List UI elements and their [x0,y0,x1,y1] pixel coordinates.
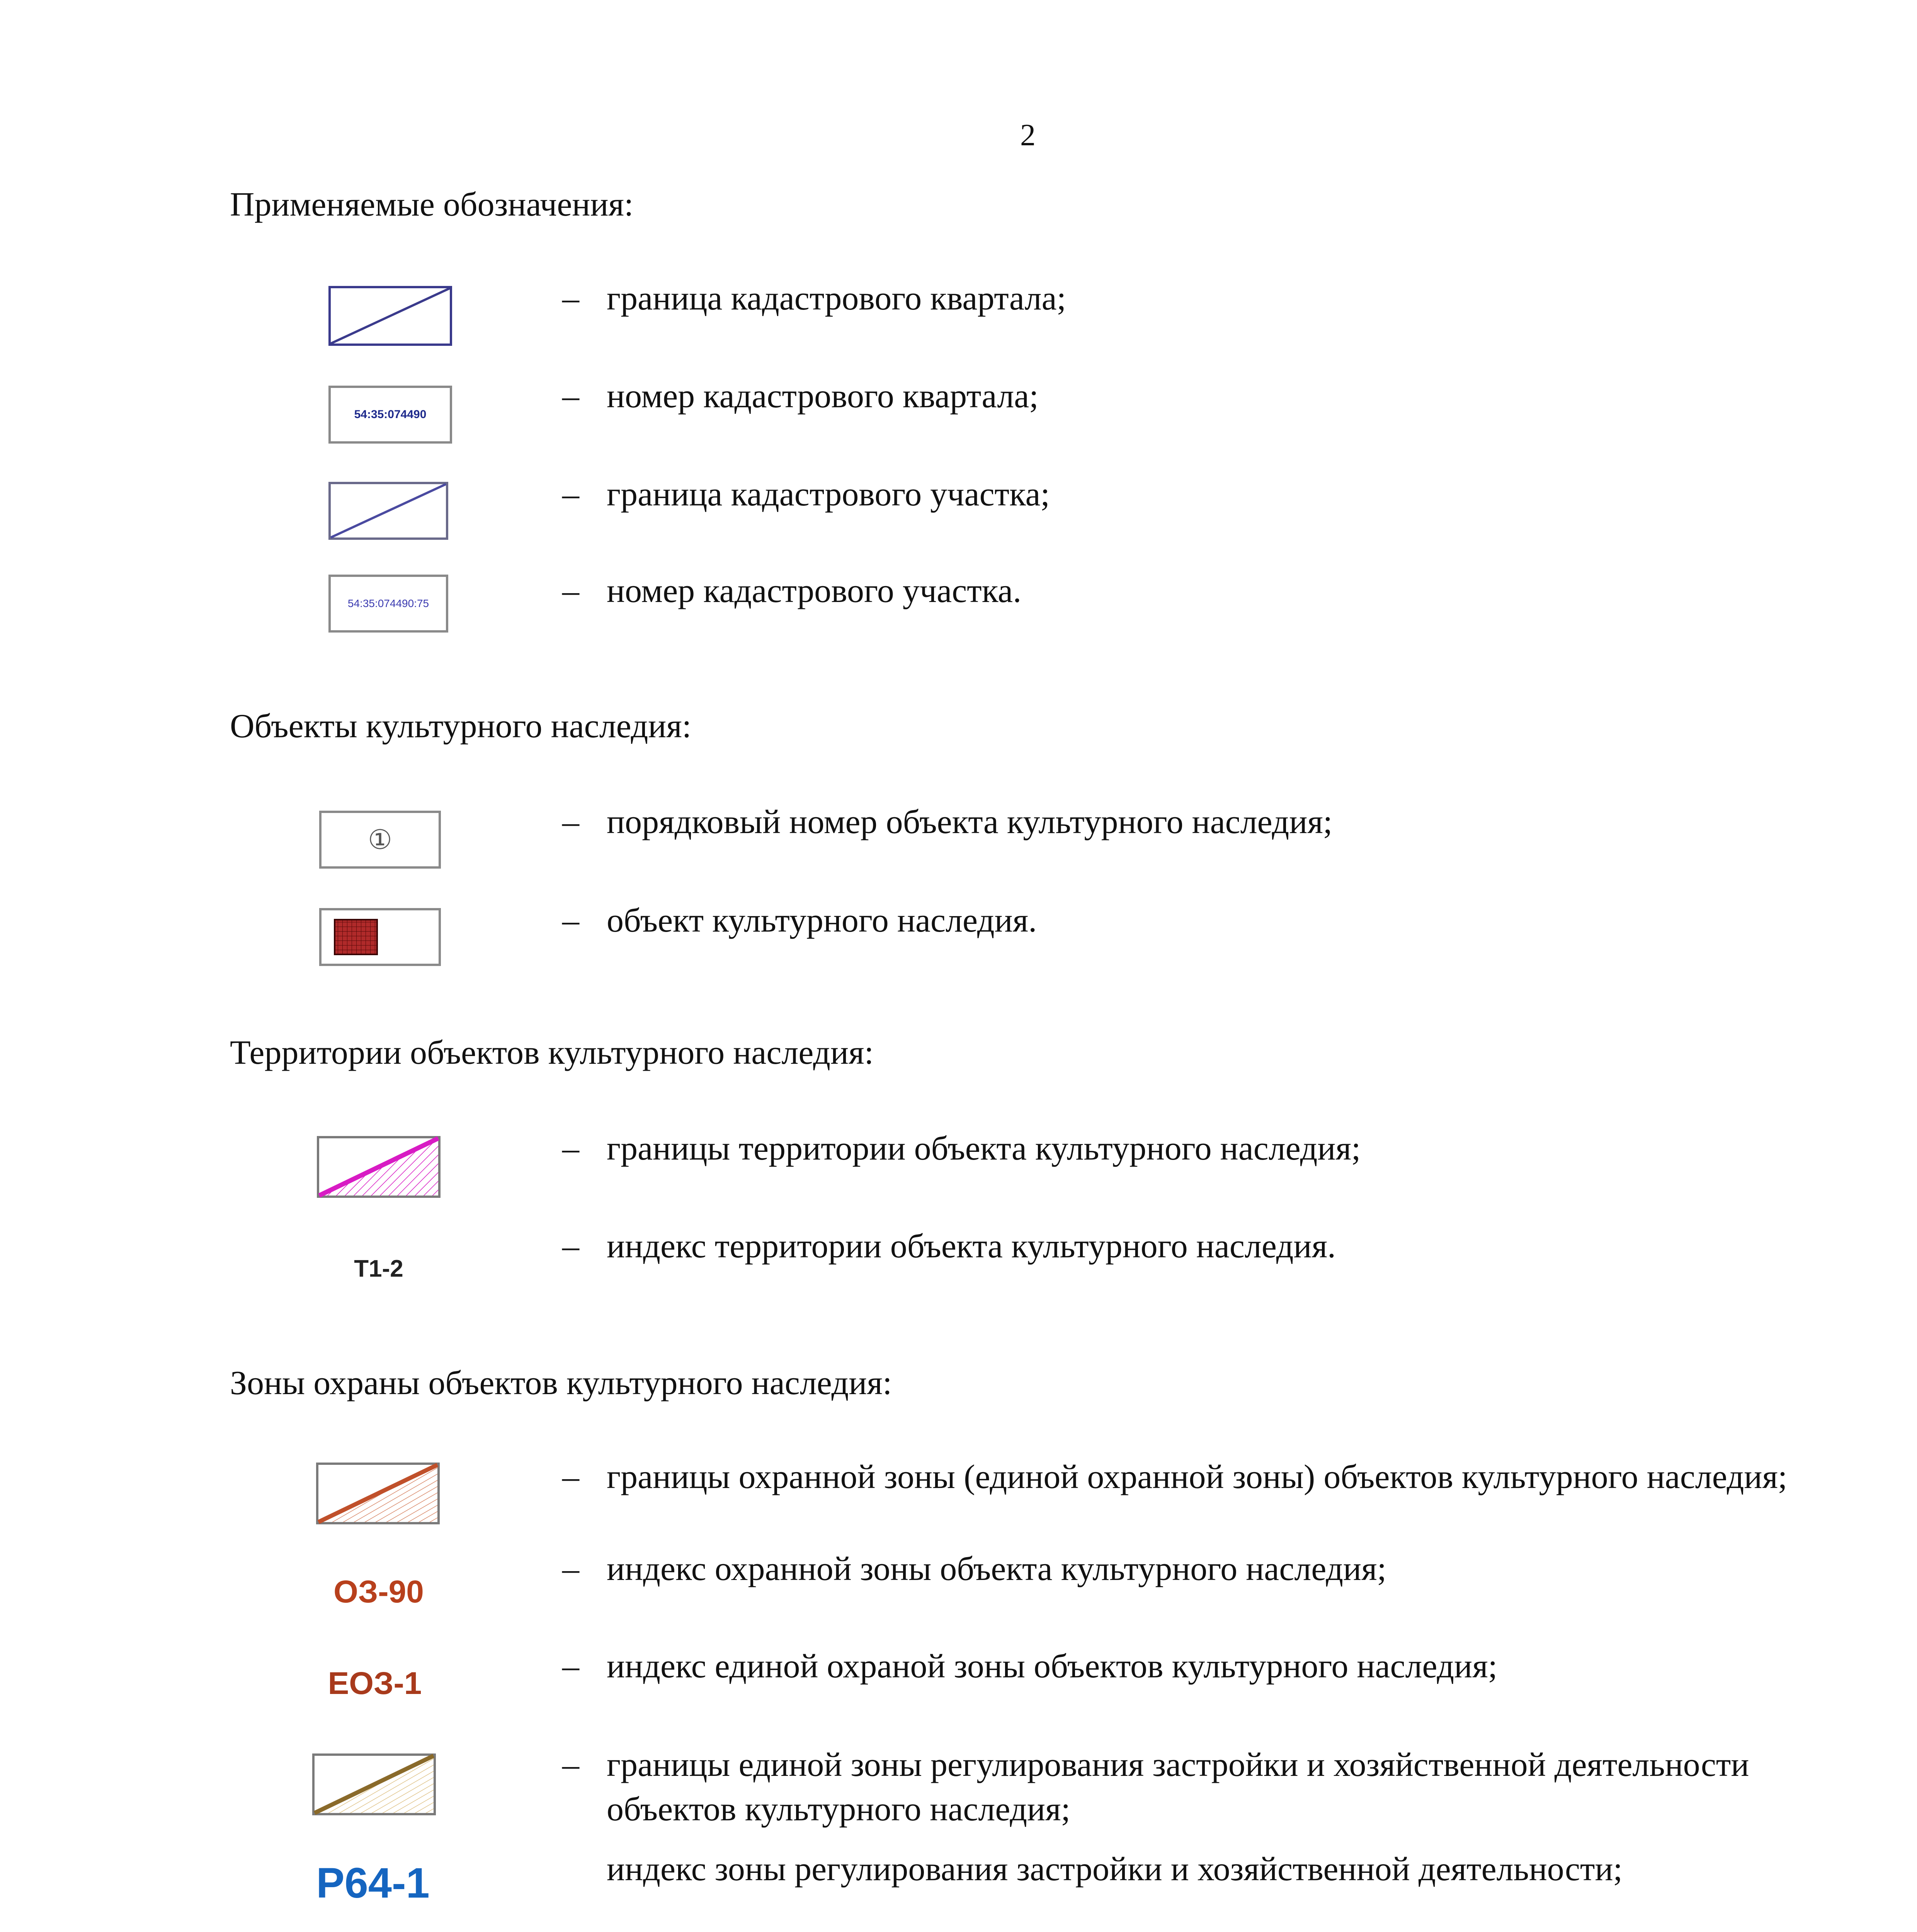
development-regulation-zone-boundary-icon [312,1753,436,1815]
legend-dash: – [562,1746,579,1784]
unified-protection-zone-index-label: ЕОЗ-1 [328,1666,422,1701]
page-number: 2 [1020,118,1036,152]
heritage-serial-number-glyph: ① [368,825,392,855]
legend-dash: – [562,902,579,939]
legend-description: порядковый номер объекта культурного наследия; [607,803,1333,841]
legend-dash: – [562,280,579,317]
cadastral-parcel-number-icon [328,575,448,633]
section-title-heritage-objects: Объекты культурного наследия: [230,707,692,745]
legend-dash: – [562,378,579,415]
legend-dash: – [562,572,579,610]
legend-dash: – [562,1550,579,1588]
heritage-object-icon [319,908,441,966]
legend-description: индекс единой охраной зоны объектов культурного наследия; [607,1648,1498,1685]
heritage-serial-number-icon [319,811,441,869]
legend-dash: – [562,1130,579,1167]
legend-dash: – [562,1228,579,1265]
legend-description: граница кадастрового квартала; [607,280,1067,317]
legend-description: границы охранной зоны (единой охранной зоны) объектов культурного наследия; [607,1458,1788,1496]
legend-dash: – [562,476,579,513]
heritage-territory-index-label: Т1-2 [354,1255,403,1282]
heritage-territory-boundary-icon [317,1136,441,1198]
legend-description: граница кадастрового участка; [607,476,1050,513]
legend-description: границы единой зоны регулирования застройки и хозяйственной деятельности объектов культурного наследия; [607,1746,1749,1828]
legend-description: границы территории объекта культурного наследия; [607,1130,1361,1167]
legend-description: объект культурного наследия. [607,902,1037,939]
legend-description: номер кадастрового квартала; [607,378,1039,415]
legend-dash: – [562,1648,579,1685]
section-title-designations: Применяемые обозначения: [230,186,634,223]
section-title-heritage-territories: Территории объектов культурного наследия: [230,1034,874,1071]
cadastral-quarter-code: 54:35:074490 [354,408,427,421]
legend-description: индекс зоны регулирования застройки и хозяйственной деятельности; [607,1850,1623,1888]
cadastral-quarter-number-icon [328,386,452,444]
regulation-zone-index-label: Р64-1 [316,1859,430,1907]
protection-zone-boundary-icon [316,1463,440,1524]
legend-description: индекс охранной зоны объекта культурного наследия; [607,1550,1387,1588]
legend-description: индекс территории объекта культурного наследия. [607,1228,1336,1265]
legend-dash: – [562,1458,579,1496]
protection-zone-index-label: ОЗ-90 [333,1574,424,1609]
cadastral-quarter-boundary-icon [328,286,452,346]
legend-dash: – [562,803,579,841]
cadastral-parcel-boundary-icon [328,482,448,540]
section-title-protection-zones: Зоны охраны объектов культурного наследия: [230,1364,892,1402]
legend-description: номер кадастрового участка. [607,572,1022,610]
cadastral-parcel-code: 54:35:074490:75 [347,597,429,609]
